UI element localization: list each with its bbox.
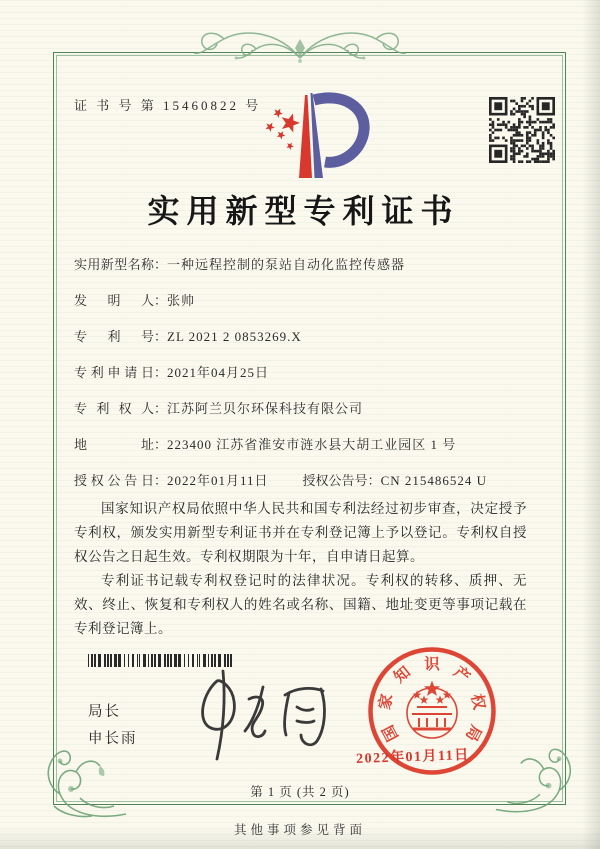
svg-text:产: 产 [450,663,473,687]
back-note: 其他事项参见背面 [233,823,366,837]
qr-code [489,97,555,163]
field-separator: ： [154,293,168,308]
field-separator: ： [154,437,168,452]
field-separator: ： [154,365,168,380]
field-label: 授权公告号 [302,473,368,488]
field-row [74,258,534,272]
field-value: 2021年04月25日 [167,365,270,380]
field-label: 专利权人 [74,401,154,416]
corner-ornament-bottom-right [494,732,584,822]
field-separator: ： [367,473,381,488]
logo-purple-wedge [311,93,324,178]
svg-text:识: 识 [424,656,440,673]
certificate-number: 证 书 号 第 15460822 号 [74,98,262,113]
field-row [74,474,534,488]
field-value: 223400 江苏省淮安市涟水县大胡工业园区 1 号 [167,437,457,452]
signer-name: 申长雨 [88,731,138,747]
field-separator: ： [154,401,168,416]
field-row [74,402,534,416]
field-row [74,294,534,308]
certificate-title: 实用新型专利证书 [147,193,460,229]
svg-text:国: 国 [379,721,403,744]
logo-stars-icon [266,109,301,150]
field-separator: ： [154,329,168,344]
seal-date: 2022年01月11日 [355,748,471,767]
svg-text:知: 知 [391,663,414,687]
signature-shen-changyu [185,665,350,765]
body-paragraph: 专利证书记载专利权登记时的法律状况。专利权的转移、质押、无效、终止、恢复和专利权人的姓名或名称、国籍、地址变更等事项记载在专利登记簿上。 [74,573,527,636]
certificate-body [74,497,527,641]
signer-title: 局长 [88,704,121,720]
body-paragraph: 国家知识产权局依照中华人民共和国专利法经过初步审查，决定授予专利权，颁发实用新型专利证书并在专利登记簿上予以登记。专利权自授权公告之日起生效。专利权期限为十年，自申请日起算。 [74,501,527,564]
logo-red-wedge [299,95,312,178]
cnipa-logo [242,90,380,190]
svg-text:局: 局 [461,721,485,744]
field-row [74,330,534,344]
field-label: 授权公告日 [74,473,154,488]
field-label: 专利申请日 [74,365,154,380]
seal-arc-text [375,655,489,745]
field-row [74,366,534,380]
svg-text:家: 家 [376,692,397,712]
field-value: CN 215486524 U [380,473,488,488]
page-number: 第 1 页 (共 2 页) [250,785,350,799]
field-label: 地址 [74,437,154,452]
seal-national-emblem-icon [407,682,457,738]
field-value: 2022年01月11日 [167,473,269,488]
corner-ornament-bottom-left [34,736,128,824]
field-value: 江苏阿兰贝尔环保科技有限公司 [167,401,364,416]
field-value: ZL 2021 2 0853269.X [167,329,302,344]
field-label: 发明人 [74,293,154,308]
svg-text:权: 权 [467,692,488,712]
field-value: 一种远程控制的泵站自动化监控传感器 [167,257,406,272]
logo-p-bowl [314,98,364,162]
field-separator: ： [154,257,168,272]
certificate-fields [74,258,534,510]
top-flourish-ornament [192,13,408,67]
field-row [74,438,534,452]
field-separator: ： [154,473,168,488]
field-label: 专利号 [74,329,154,344]
field-value: 张帅 [167,293,196,308]
field-label: 实用新型名称 [74,257,154,272]
